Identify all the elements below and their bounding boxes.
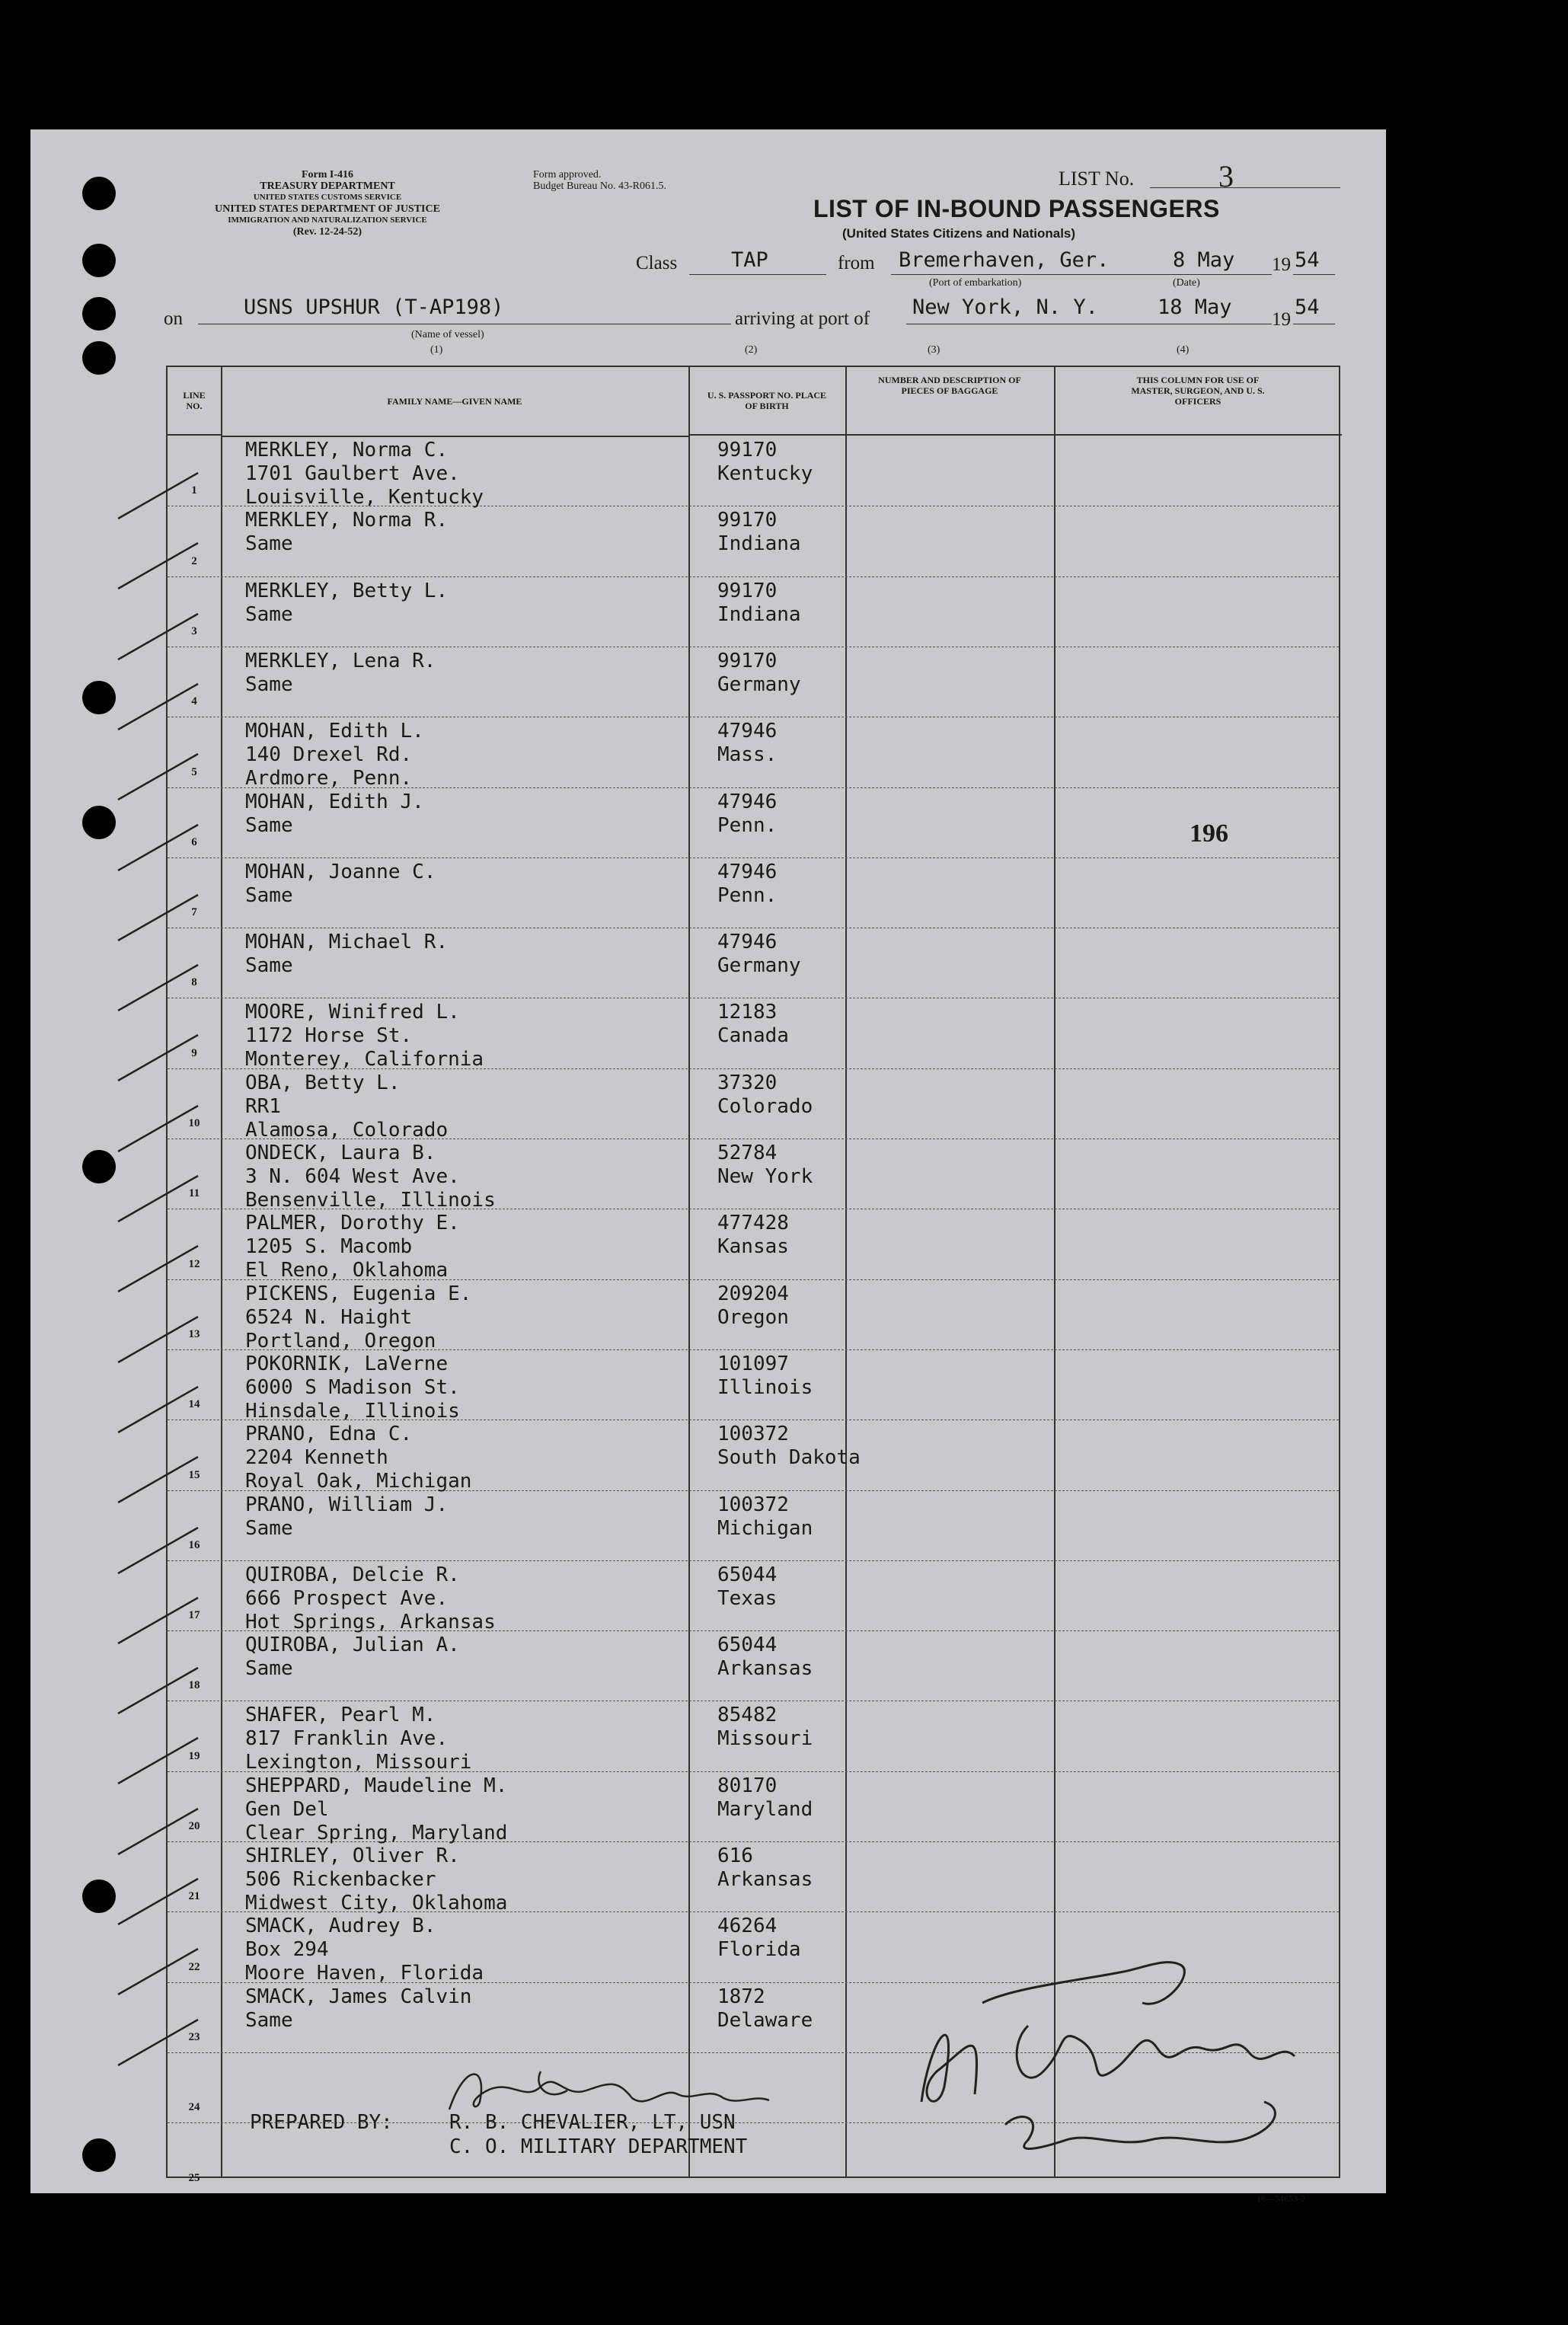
check-mark	[114, 1242, 213, 1295]
embark-underline	[891, 274, 1272, 275]
line-number: 18	[188, 1679, 200, 1692]
passenger-name-address: QUIROBA, Julian A. Same	[245, 1634, 460, 1681]
date-caption: (Date)	[1173, 277, 1200, 289]
col-divider	[845, 367, 847, 2176]
passport-birthplace: 1872 Delaware	[717, 1985, 813, 2032]
officer-note: 196	[1190, 819, 1228, 848]
arrival-port: New York, N. Y.	[912, 295, 1098, 319]
year-prefix-2: 19	[1272, 309, 1291, 330]
passport-birthplace: 101097 Illinois	[717, 1352, 813, 1399]
passport-birthplace: 85482 Missouri	[717, 1704, 813, 1751]
line-number: 22	[188, 1960, 200, 1973]
check-mark	[114, 1664, 213, 1717]
dept-ins: IMMIGRATION AND NATURALIZATION SERVICE	[228, 216, 427, 225]
line-number: 15	[188, 1468, 200, 1481]
arrival-date: 18 May	[1158, 295, 1232, 319]
passenger-name-address: PICKENS, Eugenia E. 6524 N. Haight Portland, Oregon	[245, 1282, 472, 1353]
binder-hole	[82, 244, 116, 277]
line-number: 16	[188, 1538, 200, 1551]
check-mark	[114, 1172, 213, 1225]
check-mark	[114, 610, 213, 663]
line-number: 5	[191, 765, 197, 778]
year-1: 54	[1295, 248, 1320, 272]
line-number: 13	[188, 1327, 200, 1340]
binder-hole	[82, 806, 116, 839]
passport-birthplace: 80170 Maryland	[717, 1774, 813, 1821]
passenger-name-address: SHAFER, Pearl M. 817 Franklin Ave. Lexington, Missouri	[245, 1704, 472, 1774]
passenger-name-address: SMACK, James Calvin Same	[245, 1985, 472, 2032]
footer-code: 16—54653-2	[1257, 2193, 1305, 2204]
binder-hole	[82, 297, 116, 331]
form-agency-block	[152, 169, 503, 238]
form-id: Form I-416	[301, 169, 354, 180]
passenger-name-address: MOHAN, Joanne C. Same	[245, 860, 436, 907]
check-mark	[114, 1734, 213, 1787]
passport-birthplace: 37320 Colorado	[717, 1071, 813, 1118]
passport-birthplace: 100372 South Dakota	[717, 1423, 861, 1470]
binder-hole	[82, 1150, 116, 1183]
check-mark	[114, 1453, 213, 1506]
header-name: FAMILY NAME—GIVEN NAME	[221, 367, 688, 437]
dept-customs: UNITED STATES CUSTOMS SERVICE	[253, 193, 402, 202]
list-no-underline	[1150, 187, 1340, 188]
passenger-name-address: SHIRLEY, Oliver R. 506 Rickenbacker Midwest City, Oklahoma	[245, 1844, 508, 1915]
line-number: 23	[188, 2030, 200, 2043]
check-mark	[114, 1875, 213, 1928]
row-divider	[168, 576, 1339, 577]
col-num-1: (1)	[430, 344, 443, 356]
passport-birthplace: 99170 Germany	[717, 649, 801, 696]
check-mark	[114, 1945, 213, 1998]
col-num-3: (3)	[928, 344, 940, 356]
check-mark	[114, 1524, 213, 1577]
arriving-label: arriving at port of	[735, 308, 870, 329]
line-number: 14	[188, 1398, 200, 1411]
passenger-name-address: MOORE, Winifred L. 1172 Horse St. Monterey, California	[245, 1001, 484, 1071]
col-divider	[221, 367, 222, 2176]
check-mark	[114, 1102, 213, 1155]
binder-hole	[82, 2138, 116, 2172]
check-mark	[114, 1594, 213, 1647]
passenger-name-address: MOHAN, Michael R. Same	[245, 931, 449, 978]
check-mark	[114, 750, 213, 803]
prepared-by-label: PREPARED BY:	[250, 2111, 393, 2134]
passport-birthplace: 46264 Florida	[717, 1915, 801, 1962]
passenger-name-address: MERKLEY, Betty L. Same	[245, 579, 449, 626]
line-number: 1	[191, 484, 197, 497]
embark-date: 8 May	[1173, 248, 1235, 272]
line-number: 24	[188, 2101, 200, 2114]
binder-hole	[82, 341, 116, 375]
line-number: 8	[191, 976, 197, 989]
from-label: from	[838, 253, 875, 273]
passport-birthplace: 47946 Penn.	[717, 860, 778, 907]
passport-birthplace: 477428 Kansas	[717, 1212, 789, 1259]
passenger-name-address: PALMER, Dorothy E. 1205 S. Macomb El Reno, Oklahoma	[245, 1212, 460, 1282]
line-number: 4	[191, 695, 197, 708]
line-number: 12	[188, 1257, 200, 1270]
year-2: 54	[1295, 295, 1320, 319]
passport-birthplace: 209204 Oregon	[717, 1282, 789, 1329]
binder-hole	[82, 681, 116, 714]
line-number: 7	[191, 906, 197, 919]
vessel-name: USNS UPSHUR (T-AP198)	[244, 295, 504, 319]
page-title: LIST OF IN-BOUND PASSENGERS	[813, 195, 1220, 222]
check-mark	[114, 2016, 213, 2069]
port-of-embarkation: Bremerhaven, Ger.	[899, 248, 1110, 272]
passport-birthplace: 616 Arkansas	[717, 1844, 813, 1891]
binder-hole	[82, 177, 116, 210]
passenger-name-address: MERKLEY, Norma C. 1701 Gaulbert Ave. Louisville, Kentucky	[245, 439, 484, 509]
col-divider	[688, 367, 690, 2176]
line-number: 6	[191, 835, 197, 848]
check-mark	[114, 891, 213, 944]
year1-underline	[1293, 274, 1335, 275]
dept-justice: UNITED STATES DEPARTMENT OF JUSTICE	[215, 203, 440, 215]
line-number: 2	[191, 554, 197, 567]
passport-birthplace: 47946 Mass.	[717, 720, 778, 767]
passenger-name-address: MOHAN, Edith J. Same	[245, 790, 424, 837]
check-mark	[114, 469, 213, 522]
row-divider	[168, 1560, 1339, 1561]
passenger-name-address: SHEPPARD, Maudeline M. Gen Del Clear Spring, Maryland	[245, 1774, 508, 1844]
passenger-name-address: PRANO, William J. Same	[245, 1493, 449, 1540]
passport-birthplace: 99170 Indiana	[717, 509, 801, 556]
check-mark	[114, 961, 213, 1014]
line-number: 3	[191, 624, 197, 637]
prepared-by-name: R. B. CHEVALIER, LT, USN	[449, 2111, 736, 2134]
class-underline	[689, 274, 826, 275]
binder-hole	[82, 1879, 116, 1913]
passenger-table	[166, 366, 1340, 2184]
passenger-name-address: MERKLEY, Norma R. Same	[245, 509, 449, 556]
passenger-name-address: MERKLEY, Lena R. Same	[245, 649, 436, 696]
header-passport: U. S. PASSPORT NO. PLACE OF BIRTH	[688, 367, 845, 436]
check-mark	[114, 821, 213, 874]
check-mark	[114, 1031, 213, 1084]
prepared-by-title: C. O. MILITARY DEPARTMENT	[449, 2135, 748, 2158]
form-revision: (Rev. 12-24-52)	[292, 226, 362, 238]
passenger-name-address: ONDECK, Laura B. 3 N. 604 West Ave. Bensenville, Illinois	[245, 1142, 496, 1212]
officer-signature	[891, 1919, 1363, 2170]
form-approved: Form approved.	[533, 169, 602, 180]
line-number: 20	[188, 1820, 200, 1832]
line-number: 10	[188, 1117, 200, 1129]
budget-bureau: Budget Bureau No. 43-R061.5.	[533, 180, 666, 192]
passenger-name-address: PRANO, Edna C. 2204 Kenneth Royal Oak, Michigan	[245, 1423, 472, 1493]
passport-birthplace: 52784 New York	[717, 1142, 813, 1188]
passport-birthplace: 99170 Indiana	[717, 579, 801, 626]
header-baggage: NUMBER AND DESCRIPTION OF PIECES OF BAGGAGE	[845, 367, 1054, 436]
passenger-name-address: POKORNIK, LaVerne 6000 S Madison St. Hinsdale, Illinois	[245, 1352, 460, 1423]
header-line-no: LINE NO.	[168, 367, 221, 436]
line-number: 21	[188, 1890, 200, 1903]
list-no-value: 3	[1218, 159, 1234, 193]
line-number: 9	[191, 1046, 197, 1059]
line-number: 11	[188, 1187, 200, 1200]
on-label: on	[164, 308, 183, 329]
vessel-caption: (Name of vessel)	[411, 329, 484, 340]
passenger-name-address: SMACK, Audrey B. Box 294 Moore Haven, Florida	[245, 1915, 484, 1985]
dept-treasury: TREASURY DEPARTMENT	[260, 180, 395, 192]
class-label: Class	[636, 253, 678, 273]
check-mark	[114, 1383, 213, 1436]
check-mark	[114, 680, 213, 733]
line-number: 25	[188, 2171, 200, 2184]
year-prefix-1: 19	[1272, 254, 1291, 275]
list-no-label: LIST No.	[1059, 168, 1135, 190]
passenger-name-address: OBA, Betty L. RR1 Alamosa, Colorado	[245, 1071, 449, 1142]
class-value: TAP	[731, 248, 768, 272]
line-number: 19	[188, 1749, 200, 1762]
header-officers: THIS COLUMN FOR USE OF MASTER, SURGEON, AND U. S. OFFICERS	[1054, 367, 1342, 436]
passport-birthplace: 99170 Kentucky	[717, 439, 813, 485]
passport-birthplace: 65044 Texas	[717, 1563, 778, 1610]
passport-birthplace: 100372 Michigan	[717, 1493, 813, 1540]
check-mark	[114, 539, 213, 592]
approval-block	[533, 169, 666, 192]
check-mark	[114, 1313, 213, 1366]
col-num-2: (2)	[745, 344, 758, 356]
port-embark-caption: (Port of embarkation)	[929, 277, 1022, 289]
passport-birthplace: 47946 Germany	[717, 931, 801, 978]
passenger-name-address: MOHAN, Edith L. 140 Drexel Rd. Ardmore, Penn.	[245, 720, 424, 790]
passport-birthplace: 47946 Penn.	[717, 790, 778, 837]
preparer-signature	[434, 2056, 784, 2125]
line-number: 17	[188, 1609, 200, 1622]
passport-birthplace: 65044 Arkansas	[717, 1634, 813, 1681]
col-divider	[1054, 367, 1055, 2176]
col-num-4: (4)	[1177, 344, 1190, 356]
passport-birthplace: 12183 Canada	[717, 1001, 789, 1048]
check-mark	[114, 1805, 213, 1858]
passenger-name-address: QUIROBA, Delcie R. 666 Prospect Ave. Hot Springs, Arkansas	[245, 1563, 496, 1634]
page-subtitle: (United States Citizens and Nationals)	[842, 226, 1076, 241]
